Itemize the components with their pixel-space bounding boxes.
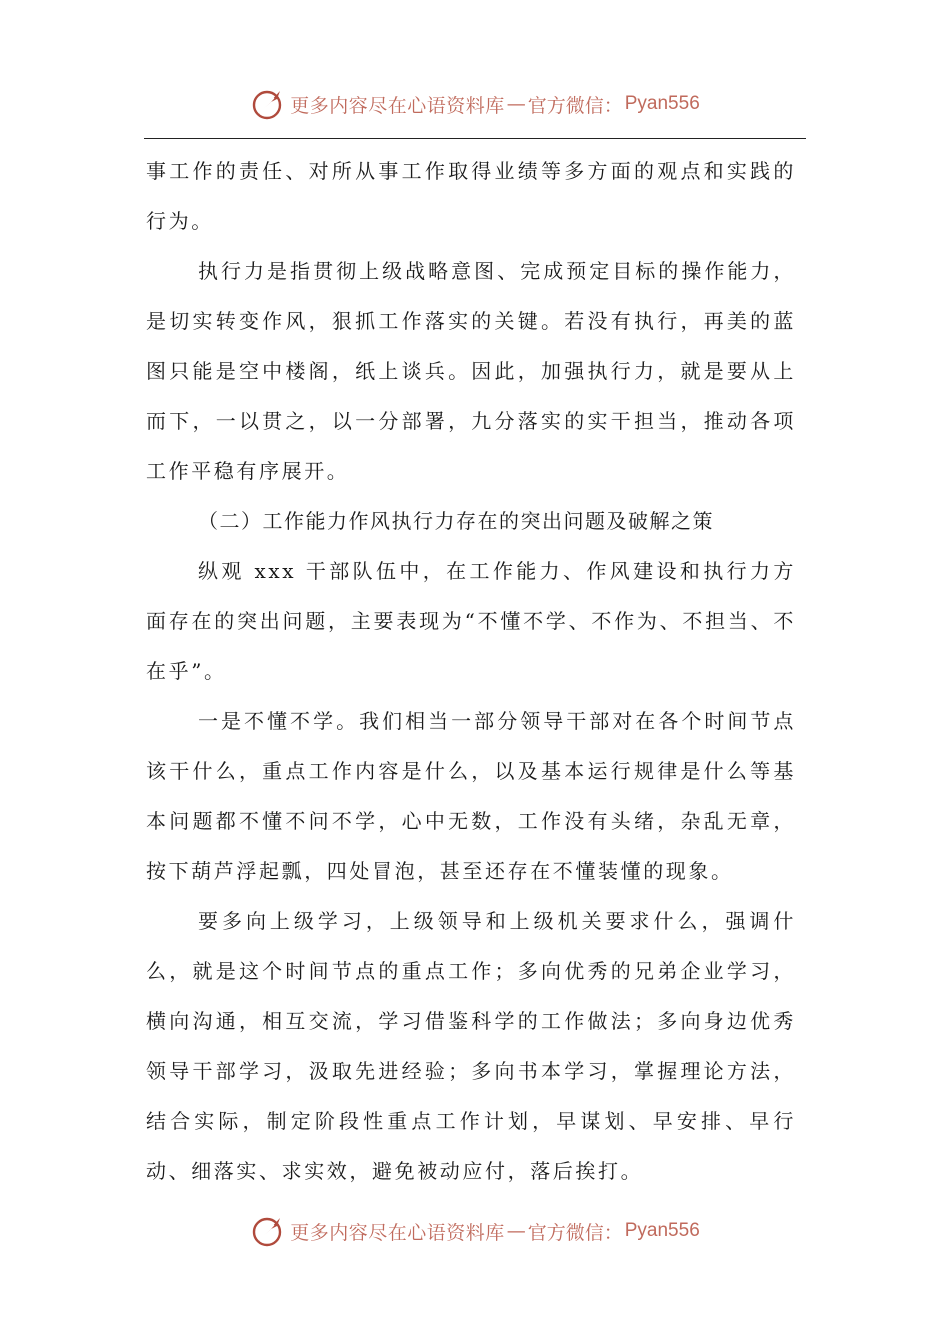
banner-separator: — xyxy=(506,1220,526,1242)
banner-text: 更多内容尽在心语资料库 xyxy=(290,94,505,117)
quill-logo-icon xyxy=(250,86,286,122)
document-body xyxy=(146,146,796,1196)
section-heading: （二）工作能力作风执行力存在的突出问题及破解之策 xyxy=(198,509,714,533)
paragraph-execution: 执行力是指贯彻上级战略意图、完成预定目标的操作能力，是切实转变作风，狠抓工作落实的关键。若没有执行，再美的蓝图只能是空中楼阁，纸上谈兵。因此，加强执行力，就是要从上而下，一以贯之，以一分部署，九分落实的实干担当，推动各项工作平稳有序展开。 xyxy=(146,259,796,483)
banner-text: 更多内容尽在心语资料库 xyxy=(290,1221,505,1244)
header-banner xyxy=(0,82,950,126)
banner-separator: — xyxy=(506,93,526,115)
quill-logo-icon xyxy=(250,1213,286,1249)
banner-wechat-id: Pyan556 xyxy=(624,93,700,114)
header-divider xyxy=(144,138,806,139)
paragraph-point-one: 一是不懂不学。我们相当一部分领导干部对在各个时间节点该干什么，重点工作内容是什么，以及基本运行规律是什么等基本问题都不懂不问不学，心中无数，工作没有头绪，杂乱无章，按下葫芦浮起瓢，四处冒泡，甚至还存在不懂装懂的现象。 xyxy=(146,709,796,883)
paragraph-continuation: 事工作的责任、对所从事工作取得业绩等多方面的观点和实践的行为。 xyxy=(146,159,796,233)
banner-official-label: 官方微信： xyxy=(527,1221,623,1244)
paragraph-learning: 要多向上级学习，上级领导和上级机关要求什么，强调什么，就是这个时间节点的重点工作；多向优秀的兄弟企业学习，横向沟通，相互交流，学习借鉴科学的工作做法；多向身边优秀领导干部学习，汲取先进经验；多向书本学习，掌握理论方法，结合实际，制定阶段性重点工作计划，早谋划、早安排、早行动、细落实、求实效，避免被动应付，落后挨打。 xyxy=(146,909,796,1183)
banner-official-label: 官方微信： xyxy=(527,94,623,117)
footer-banner xyxy=(0,1209,950,1253)
banner-wechat-id: Pyan556 xyxy=(624,1220,700,1241)
paragraph-overview: 纵观 xxx 干部队伍中，在工作能力、作风建设和执行力方面存在的突出问题，主要表现为“不懂不学、不作为、不担当、不在乎”。 xyxy=(146,559,796,683)
